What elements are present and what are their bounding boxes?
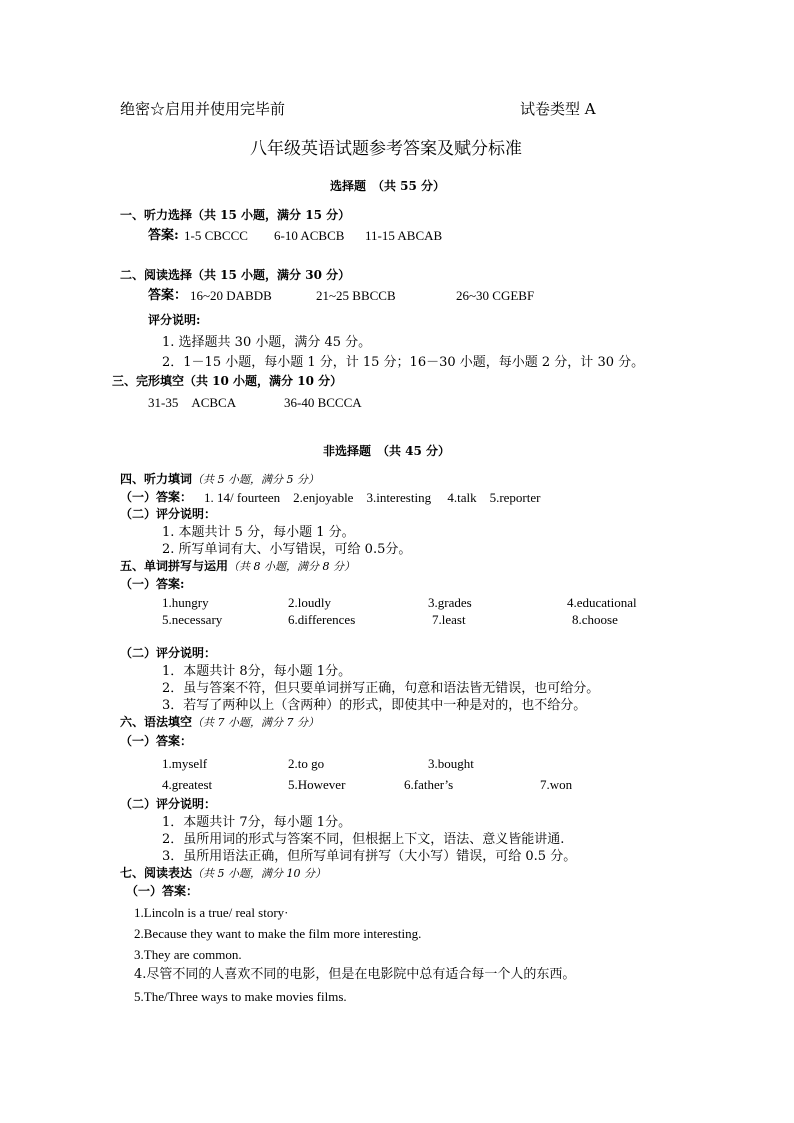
- section6-note-1: 1．本题共计 7分，每小题 1分。: [162, 815, 352, 830]
- section7-answer-1: 1.Lincoln is a true/ real story·: [134, 905, 289, 920]
- section2-note-1: 1. 选择题共 30 小题，满分 45 分。: [162, 335, 372, 350]
- section7-sub1-label: （一）答案：: [126, 884, 199, 898]
- paper-type: 试卷类型 A: [520, 100, 596, 118]
- section6-answer-5: 5.However: [288, 777, 346, 792]
- section1-answer-1: 1-5 CBCCC: [184, 228, 248, 243]
- confidential-mark: 绝密☆启用并使用完毕前: [120, 100, 286, 118]
- section1-answer-2: 6-10 ACBCB: [274, 228, 345, 243]
- section6-sub1-label: （一）答案：: [120, 734, 193, 748]
- section5-answer-7: 7.least: [432, 612, 466, 627]
- section4-note-1: 1. 本题共计 5 分，每小题 1 分。: [162, 525, 355, 540]
- section1-answer-label: 答案:: [148, 228, 179, 243]
- section7-answer-5: 5.The/Three ways to make movies films.: [134, 989, 347, 1004]
- section6-answer-6: 6.father’s: [404, 777, 454, 792]
- section3-heading: 三、完形填空（共 10 小题，满分 10 分）: [112, 374, 343, 388]
- part1-title: 选择题 （共 55 分）: [330, 179, 446, 193]
- section2-note-2: 2．1－15 小题，每小题 1 分，计 15 分；16－30 小题，每小题 2 分，计 30 分。: [162, 355, 645, 370]
- section2-answer-1: 16~20 DABDB: [190, 288, 272, 303]
- section5-note-2: 2．虽与答案不符，但只要单词拼写正确，句意和语法皆无错误，也可给分。: [162, 681, 600, 696]
- section5-answer-8: 8.choose: [572, 612, 618, 627]
- section5-answer-2: 2.loudly: [288, 595, 331, 610]
- section5-answer-6: 6.differences: [288, 612, 356, 627]
- section6-sub2-label: （二）评分说明：: [120, 797, 217, 811]
- section2-answer-2: 21~25 BBCCB: [316, 288, 396, 303]
- section6-heading: 六、语法填空（共 7 小题，满分 7 分）: [120, 715, 319, 729]
- section1-answer-3: 11-15 ABCAB: [365, 228, 443, 243]
- section3-answer-1: 31-35 ACBCA: [148, 395, 237, 410]
- section6-note-2: 2．虽所用词的形式与答案不同，但根据上下文，语法、意义皆能讲通.: [162, 832, 565, 847]
- section3-answer-2: 36-40 BCCCA: [284, 395, 362, 410]
- section4-heading-note: （共 5 小题，满分 5 分）: [192, 473, 319, 486]
- section6-answer-7: 7.won: [540, 777, 573, 792]
- section7-answer-4: 4.尽管不同的人喜欢不同的电影，但是在电影院中总有适合每一个人的东西。: [134, 967, 576, 982]
- part2-title: 非选择题 （共 45 分）: [323, 444, 451, 458]
- section7-answer-2: 2.Because they want to make the film more interesting.: [134, 926, 422, 941]
- section5-note-3: 3．若写了两种以上（含两种）的形式，即使其中一种是对的，也不给分。: [162, 698, 587, 713]
- section5-answer-1: 1.hungry: [162, 595, 209, 610]
- section5-sub2-label: （二）评分说明：: [120, 646, 217, 660]
- section5-sub1-label: （一）答案:: [120, 577, 185, 591]
- section5-note-1: 1．本题共计 8分，每小题 1分。: [162, 664, 352, 679]
- section6-heading-note: （共 7 小题，满分 7 分）: [192, 716, 319, 729]
- section4-sub1-label: （一）答案：: [120, 490, 193, 504]
- section7-heading: 七、阅读表达（共 5 小题，满分 10 分）: [120, 866, 326, 880]
- section1-heading: 一、听力选择（共 15 小题，满分 15 分）: [120, 208, 351, 222]
- section6-answer-4: 4.greatest: [162, 777, 213, 792]
- section2-answer-3: 26~30 CGEBF: [456, 288, 535, 303]
- section2-heading: 二、阅读选择（共 15 小题，满分 30 分）: [120, 268, 351, 282]
- section5-answer-3: 3.grades: [428, 595, 472, 610]
- section6-answer-2: 2.to go: [288, 756, 325, 771]
- section6-note-3: 3．虽所用语法正确，但所写单词有拼写（大小写）错误，可给 0.5 分。: [162, 849, 577, 864]
- section4-heading: 四、听力填词（共 5 小题，满分 5 分）: [120, 472, 319, 486]
- section4-answers: 1. 14/ fourteen 2.enjoyable 3.interesting 4.talk 5.reporter: [204, 490, 541, 505]
- section5-answer-5: 5.necessary: [162, 612, 223, 627]
- section7-answer-3: 3.They are common.: [134, 947, 242, 962]
- section5-answer-4: 4.educational: [567, 595, 637, 610]
- section2-note-label: 评分说明:: [148, 313, 201, 327]
- section6-answer-3: 3.bought: [428, 756, 474, 771]
- section2-answer-label: 答案：: [148, 288, 188, 303]
- page-title: 八年级英语试题参考答案及赋分标准: [250, 139, 522, 159]
- section4-note-2: 2. 所写单词有大、小写错误，可给 0.5分。: [162, 542, 412, 557]
- section6-answer-1: 1.myself: [162, 756, 208, 771]
- section4-sub2-label: （二）评分说明：: [120, 507, 217, 521]
- section5-heading-note: （共 8 小题，满分 8 分）: [228, 560, 355, 573]
- section7-heading-note: （共 5 小题，满分 10 分）: [192, 867, 326, 880]
- section5-heading: 五、单词拼写与运用（共 8 小题，满分 8 分）: [120, 559, 355, 573]
